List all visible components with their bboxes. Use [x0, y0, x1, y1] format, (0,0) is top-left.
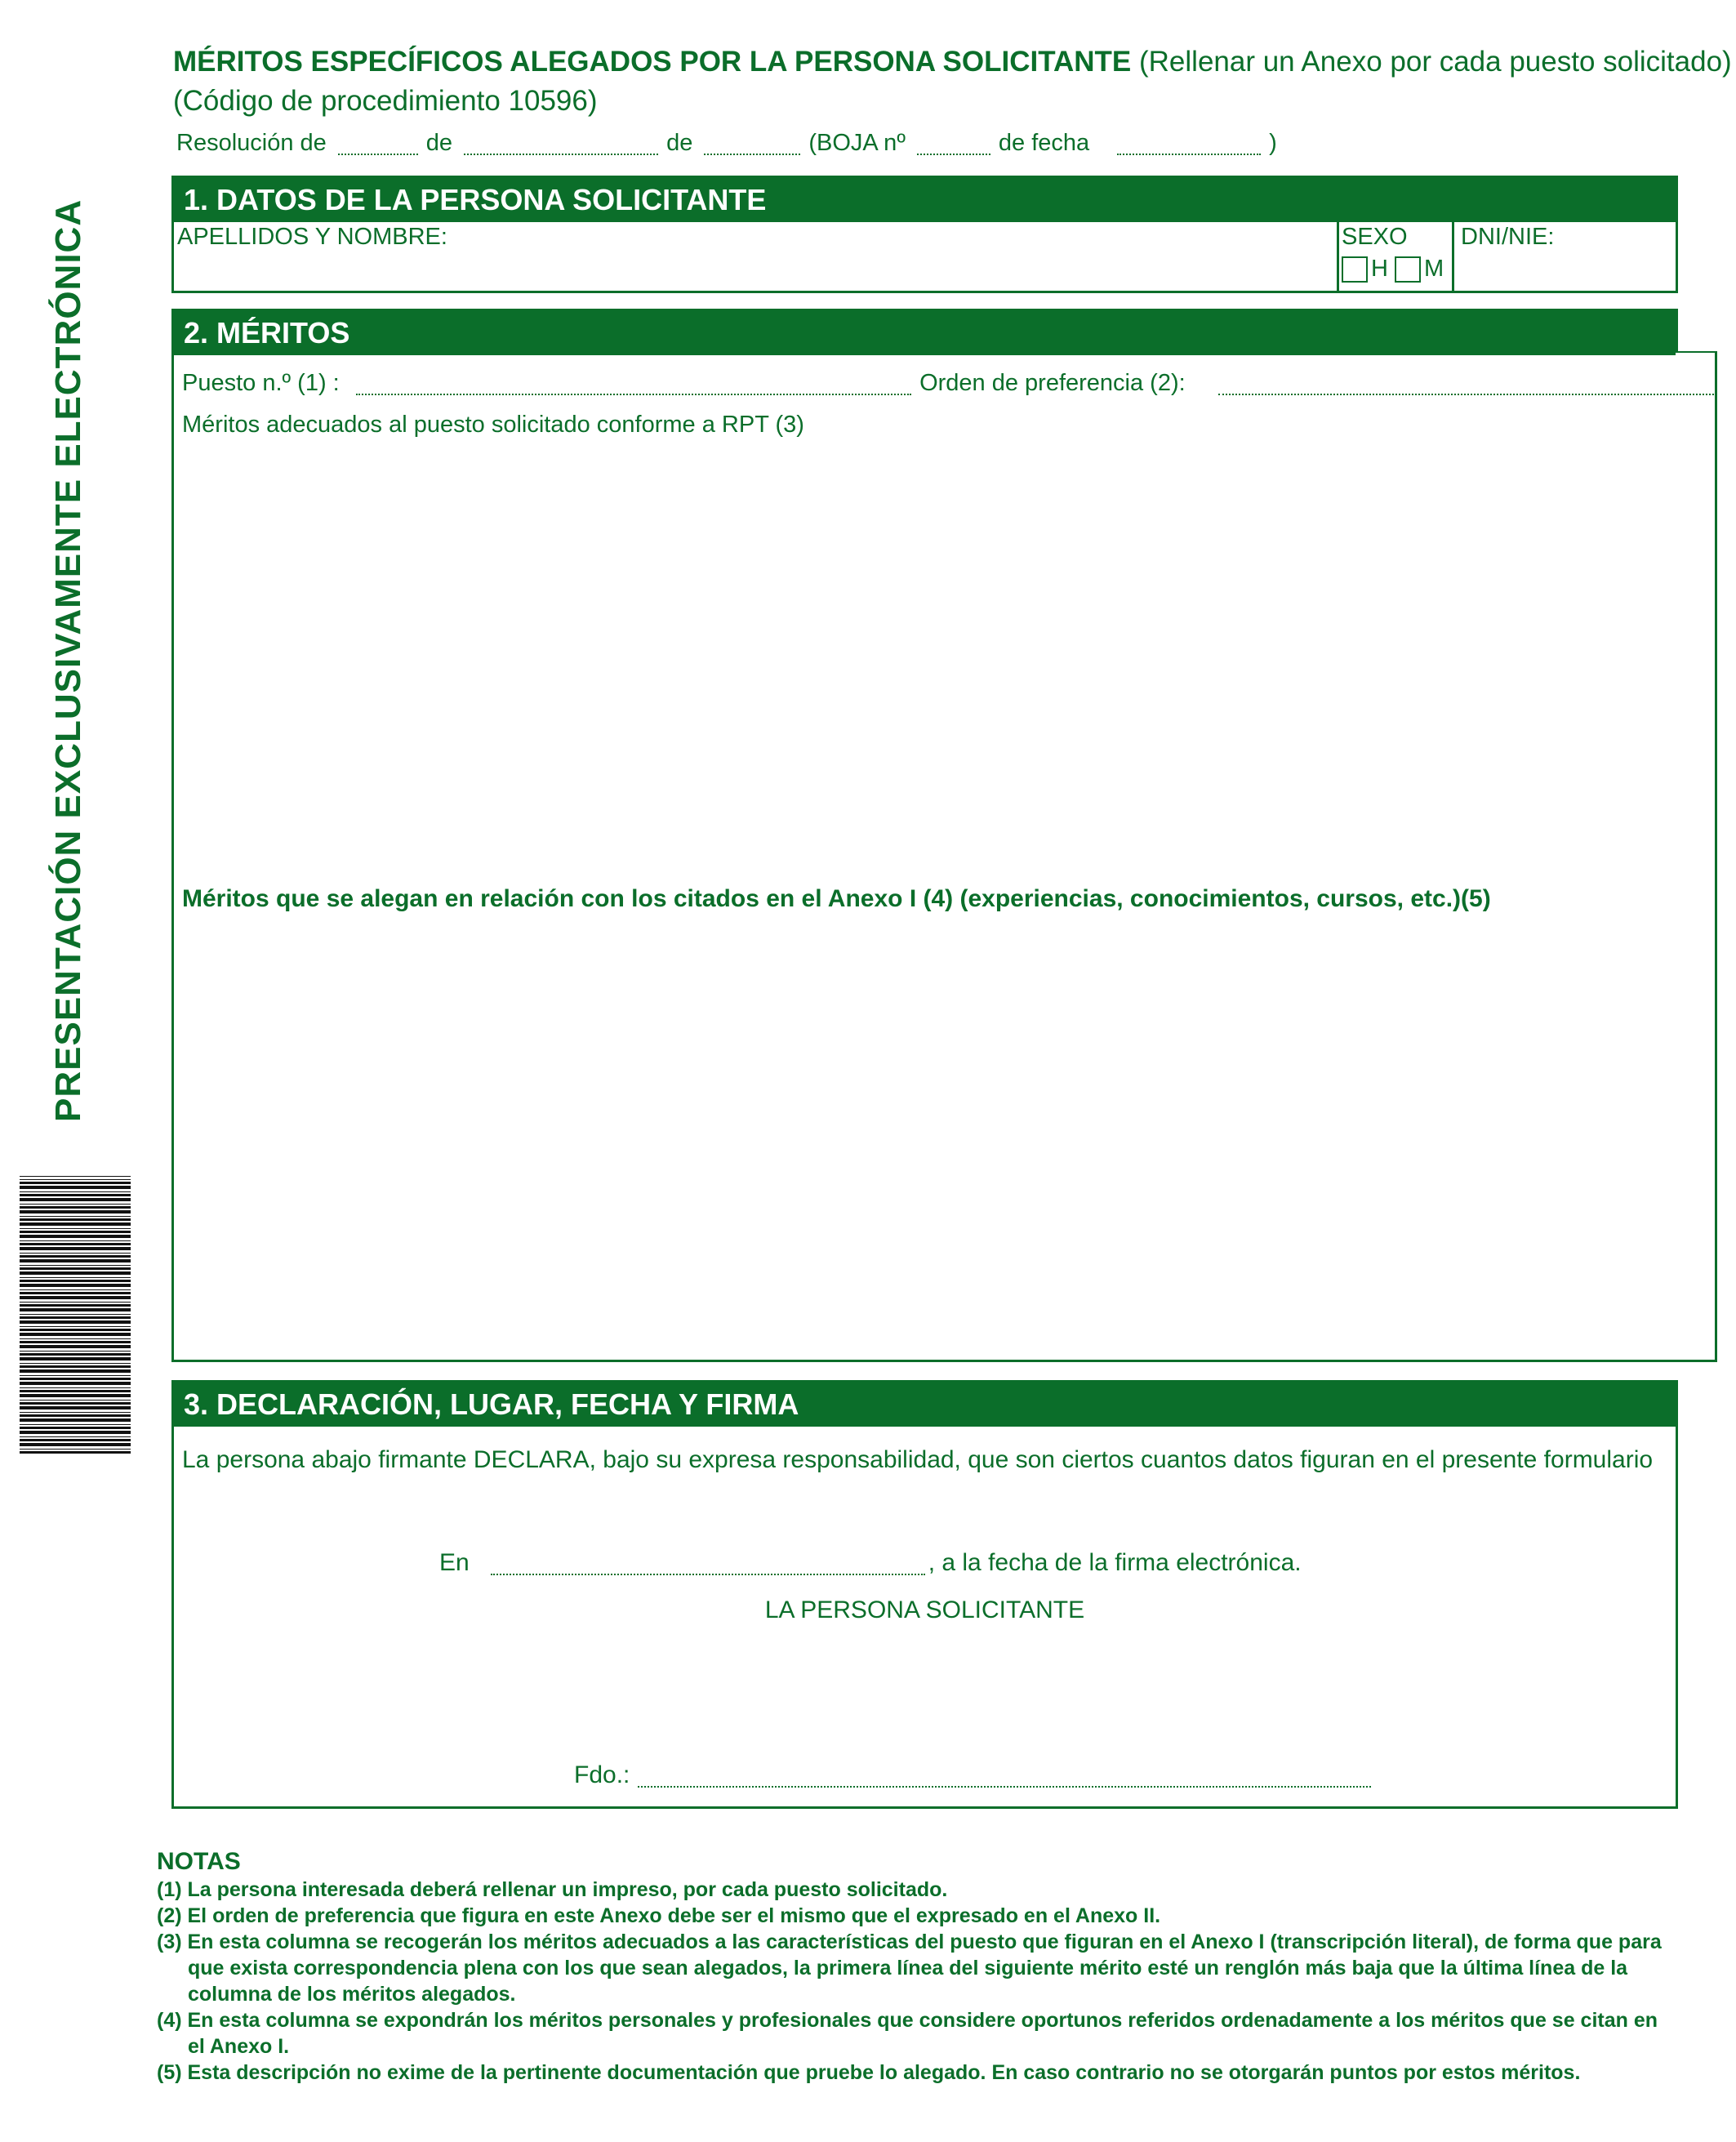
procedure-code: (Código de procedimiento 10596) [173, 85, 598, 117]
alleged-merits-label: Méritos que se alegan en relación con los citados en el Anexo I (4) (experiencias, conocimientos, cursos, etc.)(5) [182, 885, 1491, 912]
section2-heading: 2. MÉRITOS [174, 311, 1676, 355]
puesto-label: Puesto n.º (1) : [182, 370, 340, 396]
resolution-close: ) [1269, 130, 1277, 156]
fdo-row [574, 1758, 1379, 1789]
sexo-h-checkbox[interactable] [1342, 256, 1368, 283]
resolucion-field[interactable] [338, 126, 418, 155]
sexo-m-option[interactable] [1395, 256, 1444, 283]
barcode-image [20, 1176, 131, 1454]
resolution-row [176, 121, 1679, 157]
section-datos-solicitante [171, 176, 1678, 293]
notes-section [157, 1847, 1667, 2086]
de2-field[interactable] [704, 126, 800, 155]
de2-label: de [666, 130, 693, 156]
name-label: APELLIDOS Y NOMBRE: [177, 224, 447, 250]
fdo-label: Fdo.: [574, 1761, 630, 1788]
resolucion-label: Resolución de [176, 130, 327, 156]
sexo-cell [1337, 222, 1454, 291]
notes-title: NOTAS [157, 1848, 241, 1875]
note-item: (2) El orden de preferencia que figura en este Anexo debe ser el mismo que el expresado en el Anexo II. [157, 1904, 1161, 1927]
section-meritos-header [171, 309, 1678, 353]
sexo-h-option[interactable] [1342, 256, 1388, 283]
sexo-m-label: M [1423, 256, 1444, 282]
form-title-note: (Rellenar un Anexo por cada puesto solicitado) [1131, 46, 1732, 78]
note-item: (5) Esta descripción no exime de la pertinente documentación que pruebe lo alegado. En caso contrario no se otorgarán puntos por estos méritos. [157, 2061, 1581, 2084]
section1-heading: 1. DATOS DE LA PERSONA SOLICITANTE [174, 178, 1676, 222]
en-label: En [439, 1549, 470, 1576]
note-item: (3) En esta columna se recogerán los méritos adecuados a las características del puesto que figuran en el Anexo I (transcripción literal), de forma que para que exista correspondencia plena con los que sean alegados, la primera línea del siguiente mérito esté un renglón más baja que la última línea de la columna de los méritos alegados. [157, 1930, 1662, 2006]
de1-label: de [425, 130, 453, 156]
de1-field[interactable] [464, 126, 658, 155]
puesto-field[interactable] [356, 366, 911, 395]
form-title-bold: MÉRITOS ESPECÍFICOS ALEGADOS POR LA PERSONA SOLICITANTE [173, 46, 1132, 78]
note-item: (1) La persona interesada deberá rellenar un impreso, por cada puesto solicitado. [157, 1878, 948, 1901]
fecha-field[interactable] [1117, 126, 1261, 155]
puesto-row [182, 363, 1717, 397]
sexo-h-label: H [1371, 256, 1388, 282]
section-declaracion [171, 1380, 1678, 1809]
sexo-m-checkbox[interactable] [1395, 256, 1421, 283]
orden-label: Orden de preferencia (2): [919, 370, 1186, 396]
form-title [173, 42, 1732, 82]
declaration-text: La persona abajo firmante DECLARA, bajo su expresa responsabilidad, que son ciertos cuantos datos figuran en el presente formulario [182, 1446, 1654, 1473]
lugar-row [439, 1546, 1302, 1577]
lugar-field[interactable] [491, 1546, 925, 1575]
sexo-options [1342, 256, 1452, 283]
boja-field[interactable] [917, 126, 990, 155]
section1-row [174, 222, 1676, 291]
section-meritos-body[interactable] [171, 351, 1717, 1362]
note-item: (4) En esta columna se expondrán los méritos personales y profesionales que considere oportunos referidos ordenadamente a los méritos que se citan en el Anexo I. [157, 2009, 1658, 2058]
orden-field[interactable] [1218, 366, 1717, 395]
side-title: PRESENTACIÓN EXCLUSIVAMENTE ELECTRÓNICA [48, 198, 88, 1122]
signature-field[interactable] [638, 1758, 1371, 1788]
form-header [173, 42, 1732, 121]
sexo-label: SEXO [1342, 224, 1408, 250]
fecha-firma-text: , a la fecha de la firma electrónica. [928, 1549, 1302, 1576]
boja-label: (BOJA nº [808, 130, 906, 156]
section3-heading: 3. DECLARACIÓN, LUGAR, FECHA Y FIRMA [174, 1383, 1676, 1427]
solicitante-label: LA PERSONA SOLICITANTE [764, 1596, 1085, 1623]
name-field[interactable] [174, 222, 1337, 291]
dni-label: DNI/NIE: [1461, 224, 1555, 250]
fecha-label: de fecha [998, 130, 1090, 156]
dni-field[interactable] [1456, 222, 1676, 291]
rpt-merits-label: Méritos adecuados al puesto solicitado conforme a RPT (3) [182, 412, 804, 438]
